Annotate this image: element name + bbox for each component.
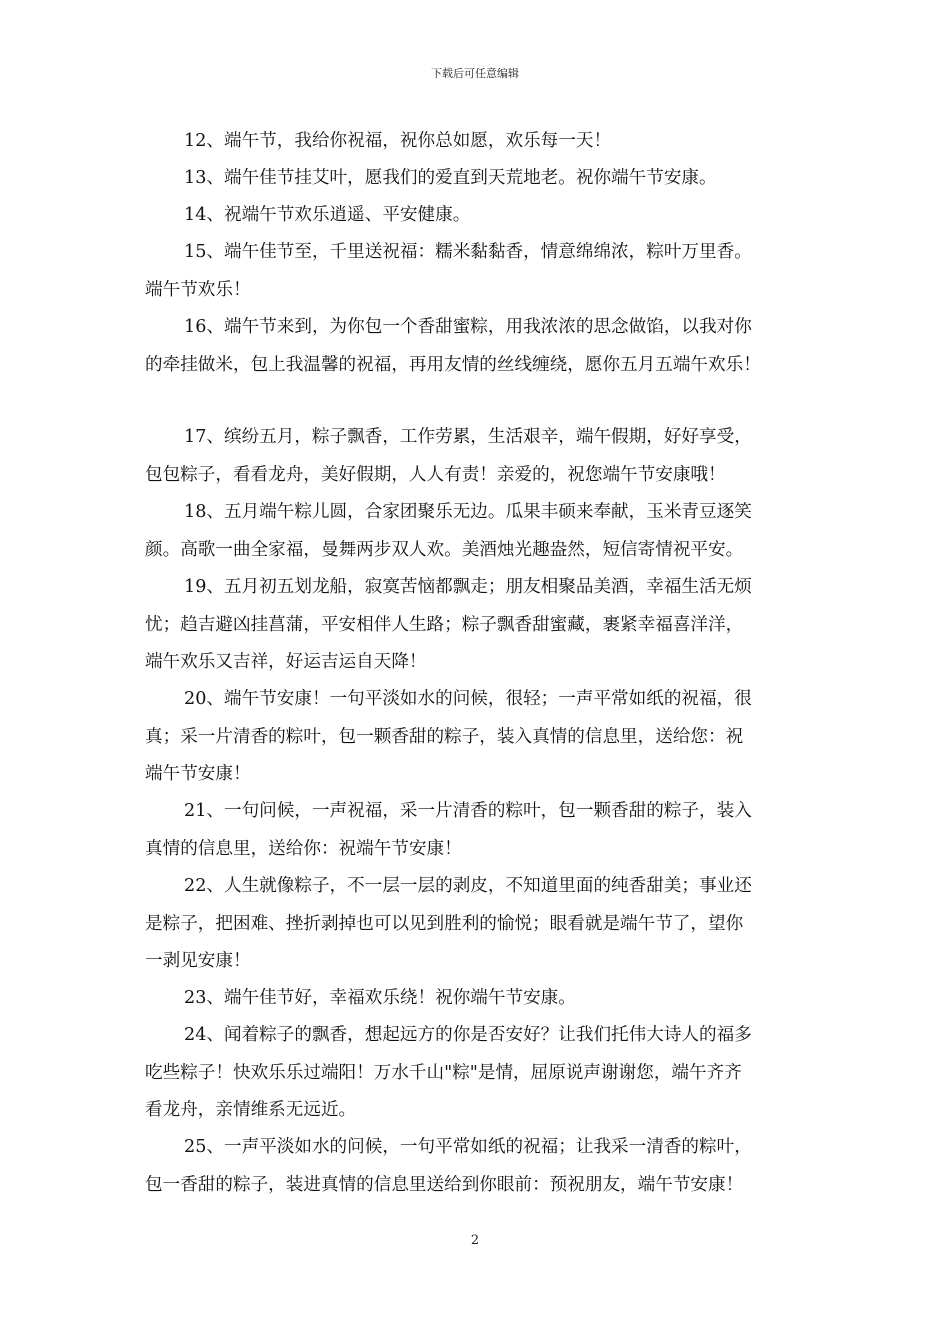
paragraph-20 [145,681,815,794]
paragraph-line: 一剥见安康！ [145,951,251,971]
paragraph-line: 18、五月端午粽儿圆，合家团聚乐无边。瓜果丰硕来奉献，玉米青豆逐笑 [184,502,752,522]
paragraph-23 [145,980,815,1018]
page-number: 2 [470,1233,480,1248]
paragraph-17 [145,419,815,494]
paragraph-18 [145,494,815,569]
paragraph-line: 24、闻着粽子的飘香，想起远方的你是否安好？让我们托伟大诗人的福多 [184,1025,752,1045]
paragraph-21 [145,793,815,868]
paragraph-25 [145,1129,815,1204]
paragraph-line: 13、端午佳节挂艾叶，愿我们的爱直到天荒地老。祝你端午节安康。 [184,168,717,188]
paragraph-line: 20、端午节安康！一句平淡如水的问候，很轻；一声平常如纸的祝福，很 [184,689,752,709]
paragraph-line: 吃些粽子！快欢乐乐过端阳！万水千山"粽"是情，屈原说声谢谢您，端午齐齐 [145,1062,742,1083]
paragraph-line: 是粽子，把困难、挫折剥掉也可以见到胜利的愉悦；眼看就是端午节了，望你 [145,913,744,934]
paragraph-line: 端午节安康！ [145,764,251,784]
paragraph-line: 19、五月初五划龙船，寂寞苦恼都飘走；朋友相聚品美酒，幸福生活无烦 [184,577,752,597]
paragraph-line: 14、祝端午节欢乐逍遥、平安健康。 [184,205,471,225]
paragraph-line: 22、人生就像粽子，不一层一层的剥皮，不知道里面的纯香甜美；事业还 [184,876,752,896]
paragraph-line: 17、缤纷五月，粽子飘香，工作劳累，生活艰辛，端午假期，好好享受， [184,427,752,447]
paragraph-15 [145,234,815,309]
paragraph-22 [145,868,815,981]
paragraph-line: 端午欢乐又吉祥，好运吉运自天降！ [145,652,427,672]
paragraph-line: 端午节欢乐！ [145,279,251,300]
paragraph-line: 25、一声平淡如水的问候，一句平常如纸的祝福；让我采一清香的粽叶， [184,1137,752,1157]
paragraph-14 [145,197,815,235]
paragraph-line: 包包粽子，看看龙舟，美好假期，人人有责！亲爱的，祝您端午节安康哦！ [145,464,726,485]
paragraph-13 [145,160,815,198]
paragraph-line: 包一香甜的粽子，装进真情的信息里送给到你眼前：预祝朋友，端午节安康！ [145,1174,744,1195]
paragraph-16 [145,309,815,384]
paragraph-12 [145,123,815,161]
paragraph-line: 看龙舟，亲情维系无远近。 [145,1100,357,1120]
paragraph-line: 的牵挂做米，包上我温馨的祝福，再用友情的丝线缠绕，愿你五月五端午欢乐！ [145,354,761,375]
paragraph-line: 忧；趋吉避凶挂菖蒲，平安相伴人生路；粽子飘香甜蜜藏，裹紧幸福喜洋洋， [145,614,744,635]
paragraph-line: 真；采一片清香的粽叶，包一颗香甜的粽子，装入真情的信息里，送给您：祝 [145,726,744,747]
paragraph-line: 颜。高歌一曲全家福，曼舞两步双人欢。美酒烛光趣盎然，短信寄情祝平安。 [145,539,744,560]
paragraph-line: 12、端午节，我给你祝福，祝你总如愿，欢乐每一天！ [184,131,612,151]
paragraph-line: 15、端午佳节至，千里送祝福：糯米黏黏香，情意绵绵浓，粽叶万里香。 [184,242,752,262]
paragraph-line: 21、一句问候，一声祝福，采一片清香的粽叶，包一颗香甜的粽子，装入 [184,801,752,821]
paragraph-19 [145,569,815,682]
page-header: 下载后可任意编辑 [431,67,519,80]
paragraph-line: 16、端午节来到，为你包一个香甜蜜粽，用我浓浓的思念做馅，以我对你 [184,317,752,337]
paragraph-24 [145,1017,815,1130]
paragraph-line: 真情的信息里，送给你：祝端午节安康！ [145,838,462,859]
paragraph-line: 23、端午佳节好，幸福欢乐绕！祝你端午节安康。 [184,988,576,1008]
